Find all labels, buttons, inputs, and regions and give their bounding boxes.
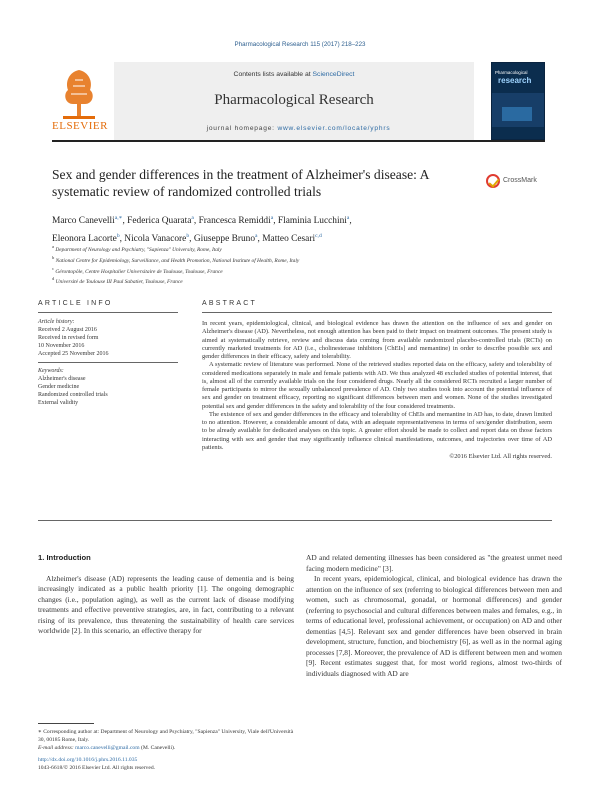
author[interactable]: Matteo Cesari$^{c,d}$ bbox=[262, 233, 322, 245]
body-paragraph: Alzheimer's disease (AD) represents the leading cause of dementia and is being increasingly indicated as a public health priority [1]. The ongoing demographic changes (i.e., population aging), as well as the current lack of disease modifying treatments and effective preventive strategies, are, in fact, contributing to a relevant rising of its prevalence, thus threatening the sustainability of health care services worldwide [2]. In this scenario, an effective therapy for bbox=[38, 573, 294, 635]
cover-line-2: research bbox=[498, 76, 532, 85]
email-suffix: (M. Canevelli). bbox=[139, 745, 176, 751]
affiliation-item: $^d$ Université de Toulouse III Paul Sabatier, Toulouse, France bbox=[52, 276, 183, 286]
body-paragraph: AD and related dementing illnesses has been considered as "the greatest unmet need facing modern medicine" [3]. bbox=[306, 553, 562, 573]
author[interactable]: Francesca Remiddi$^a$, bbox=[198, 215, 278, 227]
homepage-link[interactable]: www.elsevier.com/locate/yphrs bbox=[277, 125, 391, 132]
author[interactable]: Marco Canevelli$^{a,∗}$, bbox=[52, 215, 128, 227]
article-info-heading: ARTICLE INFO bbox=[38, 300, 113, 307]
history-label: Article history: bbox=[38, 319, 75, 325]
author[interactable]: Nicola Vanacore$^b$, bbox=[124, 233, 194, 245]
journal-citation[interactable]: Pharmacological Research 115 (2017) 218–223 bbox=[234, 41, 366, 48]
keyword[interactable]: Alzheimer's disease bbox=[38, 376, 86, 382]
footnote-divider bbox=[38, 723, 94, 724]
doi-link[interactable]: http://dx.doi.org/10.1016/j.phrs.2016.11.035 bbox=[38, 757, 138, 763]
affiliation-item: $^b$ National Centre for Epidemiology, Surveillance, and Health Promotion, National Institute of Health, Rome, Italy bbox=[52, 254, 300, 264]
affiliation-item: $^c$ Gérontopôle, Centre Hospitalier Universitaire de Toulouse, Toulouse, France bbox=[52, 265, 223, 275]
homepage-prefix: journal homepage: bbox=[206, 125, 278, 132]
keywords-label: Keywords: bbox=[38, 368, 64, 374]
author-list bbox=[52, 211, 522, 247]
email-label: E-mail address: bbox=[38, 745, 76, 751]
crossmark-icon bbox=[486, 174, 500, 188]
abstract-rule bbox=[202, 312, 552, 313]
affiliation-item: $^a$ Department of Neurology and Psychiatry, "Sapienza" University, Rome, Italy bbox=[52, 244, 222, 253]
publisher-wordmark: ELSEVIER bbox=[52, 120, 108, 132]
abstract-paragraph: The existence of sex and gender differences in the efficacy and tolerability of ChEIs and memantine in AD has, to date, drawn limited to no attention. However, a considerable amount of data, with an adequate representativeness in terms of sex/gender distribution, seem to be already available for dedicated analyses on this topic. A greater effort should be made to collect and report data on those factors interacting with sex and gender that may significantly influence clinical manifestations, outcomes, and trajectories over time of AD patients. bbox=[202, 410, 552, 451]
body-paragraph: In recent years, epidemiological, clinical, and biological evidence has drawn the attention on the influence of sex (referring to biological differences between men and women, such as chromosomal, gonadal, or hormonal differences) and gender (referring to psychosocial and cultural differences between males and females, e.g., in terms of educational level, professional achievement, or occupation) on AD and other dementias [4,5]. Relevant sex and gender differences have been observed in brain development, structure, function, and biochemistry [6], as well as in the normal aging processes [7,8]. Moreover, the prevalence of AD is different between men and women [9]. Recent estimates suggest that, for most world regions, almost two-thirds of individuals diagnosed with AD are bbox=[306, 574, 562, 678]
corresponding-author-note: ∗ Corresponding author at: Department of Neurology and Psychiatry, "Sapienza" University, Viale dell'Università 30, 00185 Rome, Italy. bbox=[38, 729, 294, 743]
sciencedirect-link[interactable]: ScienceDirect bbox=[312, 71, 355, 78]
abstract-paragraph: A systematic review of literature was performed. None of the retrieved studies reported data on the efficacy, safety and tolerability of considered medications separately in male and female patients with AD. We thus analyzed 48 excluded studies of potential interest, that is, almost all of the currently available trials on the four considered drugs. Nearly all the considered RCTs recruited a larger number of female participants to mirror the sexually unbalanced prevalence of AD. Only two studies took into account the potential influence of sex and gender on treatment efficacy, reporting no significant differences between men and women. None of the studies investigated potential sex and gender differences in the safety and tolerability of the four considered treatments. bbox=[202, 361, 552, 410]
contents-available-line bbox=[114, 71, 474, 78]
keyword[interactable]: Randomized controlled trials bbox=[38, 392, 108, 398]
cover-line-1: Pharmacological bbox=[495, 70, 528, 75]
footnotes bbox=[38, 728, 294, 772]
keyword[interactable]: External validity bbox=[38, 400, 79, 406]
publisher-tree-icon bbox=[59, 64, 99, 120]
section-heading: 1. Introduction bbox=[38, 553, 91, 562]
article-info-rule bbox=[38, 312, 178, 313]
abstract-copyright: ©2016 Elsevier Ltd. All rights reserved. bbox=[449, 453, 552, 460]
journal-name: Pharmacological Research bbox=[214, 92, 374, 108]
history-item: Received 2 August 2016 bbox=[38, 327, 97, 333]
body-column-left bbox=[38, 553, 294, 637]
contents-prefix: Contents lists available at bbox=[233, 71, 313, 78]
history-item: Received in revised form bbox=[38, 335, 99, 341]
keywords-rule bbox=[38, 362, 178, 363]
crossmark-label: CrossMark bbox=[503, 177, 537, 184]
affiliations bbox=[52, 243, 522, 286]
body-column-right bbox=[306, 553, 562, 679]
abstract-bottom-rule bbox=[38, 520, 552, 521]
keyword[interactable]: Gender medicine bbox=[38, 384, 80, 390]
history-item: Accepted 25 November 2016 bbox=[38, 351, 109, 357]
masthead bbox=[52, 62, 545, 150]
author[interactable]: Federica Quarata$^a$, bbox=[127, 215, 199, 227]
author[interactable]: Flaminia Lucchini$^a$, bbox=[277, 215, 352, 227]
email-link[interactable]: marco.canevelli@gmail.com bbox=[75, 745, 140, 751]
header-divider bbox=[52, 140, 545, 142]
abstract-paragraph: In recent years, epidemiological, clinical, and biological evidence has drawn the attention on the influence of sex and gender on Alzheimer's disease (AD). Nevertheless, not enough attention has been paid to their impact on treatment outcomes. The present study is aimed at systematically retrieve, review and discuss data coming from available randomized placebo-controlled trials (RCTs) on currently marketed treatments for AD (i.e., cholinesterase inhibitors [ChEIs] and memantine) in order to describe possible sex and gender differences in their efficacy, safety and tolerability. bbox=[202, 320, 552, 360]
history-item: 10 November 2016 bbox=[38, 343, 85, 349]
article-info bbox=[38, 318, 178, 407]
author[interactable]: Eleonora Lacorte$^b$, bbox=[52, 233, 125, 245]
cover-band-accent bbox=[502, 107, 532, 121]
journal-homepage-line bbox=[52, 125, 545, 132]
article-title: Sex and gender differences in the treatment of Alzheimer's disease: A systematic review of randomized controlled trials bbox=[52, 167, 429, 199]
abstract-body bbox=[202, 320, 552, 461]
email-line bbox=[38, 744, 294, 752]
issn-line: 1043-6618/© 2016 Elsevier Ltd. All rights reserved. bbox=[38, 765, 156, 771]
abstract-heading: ABSTRACT bbox=[202, 300, 257, 307]
author[interactable]: Giuseppe Bruno$^a$, bbox=[193, 233, 263, 245]
crossmark-badge[interactable] bbox=[486, 172, 546, 190]
